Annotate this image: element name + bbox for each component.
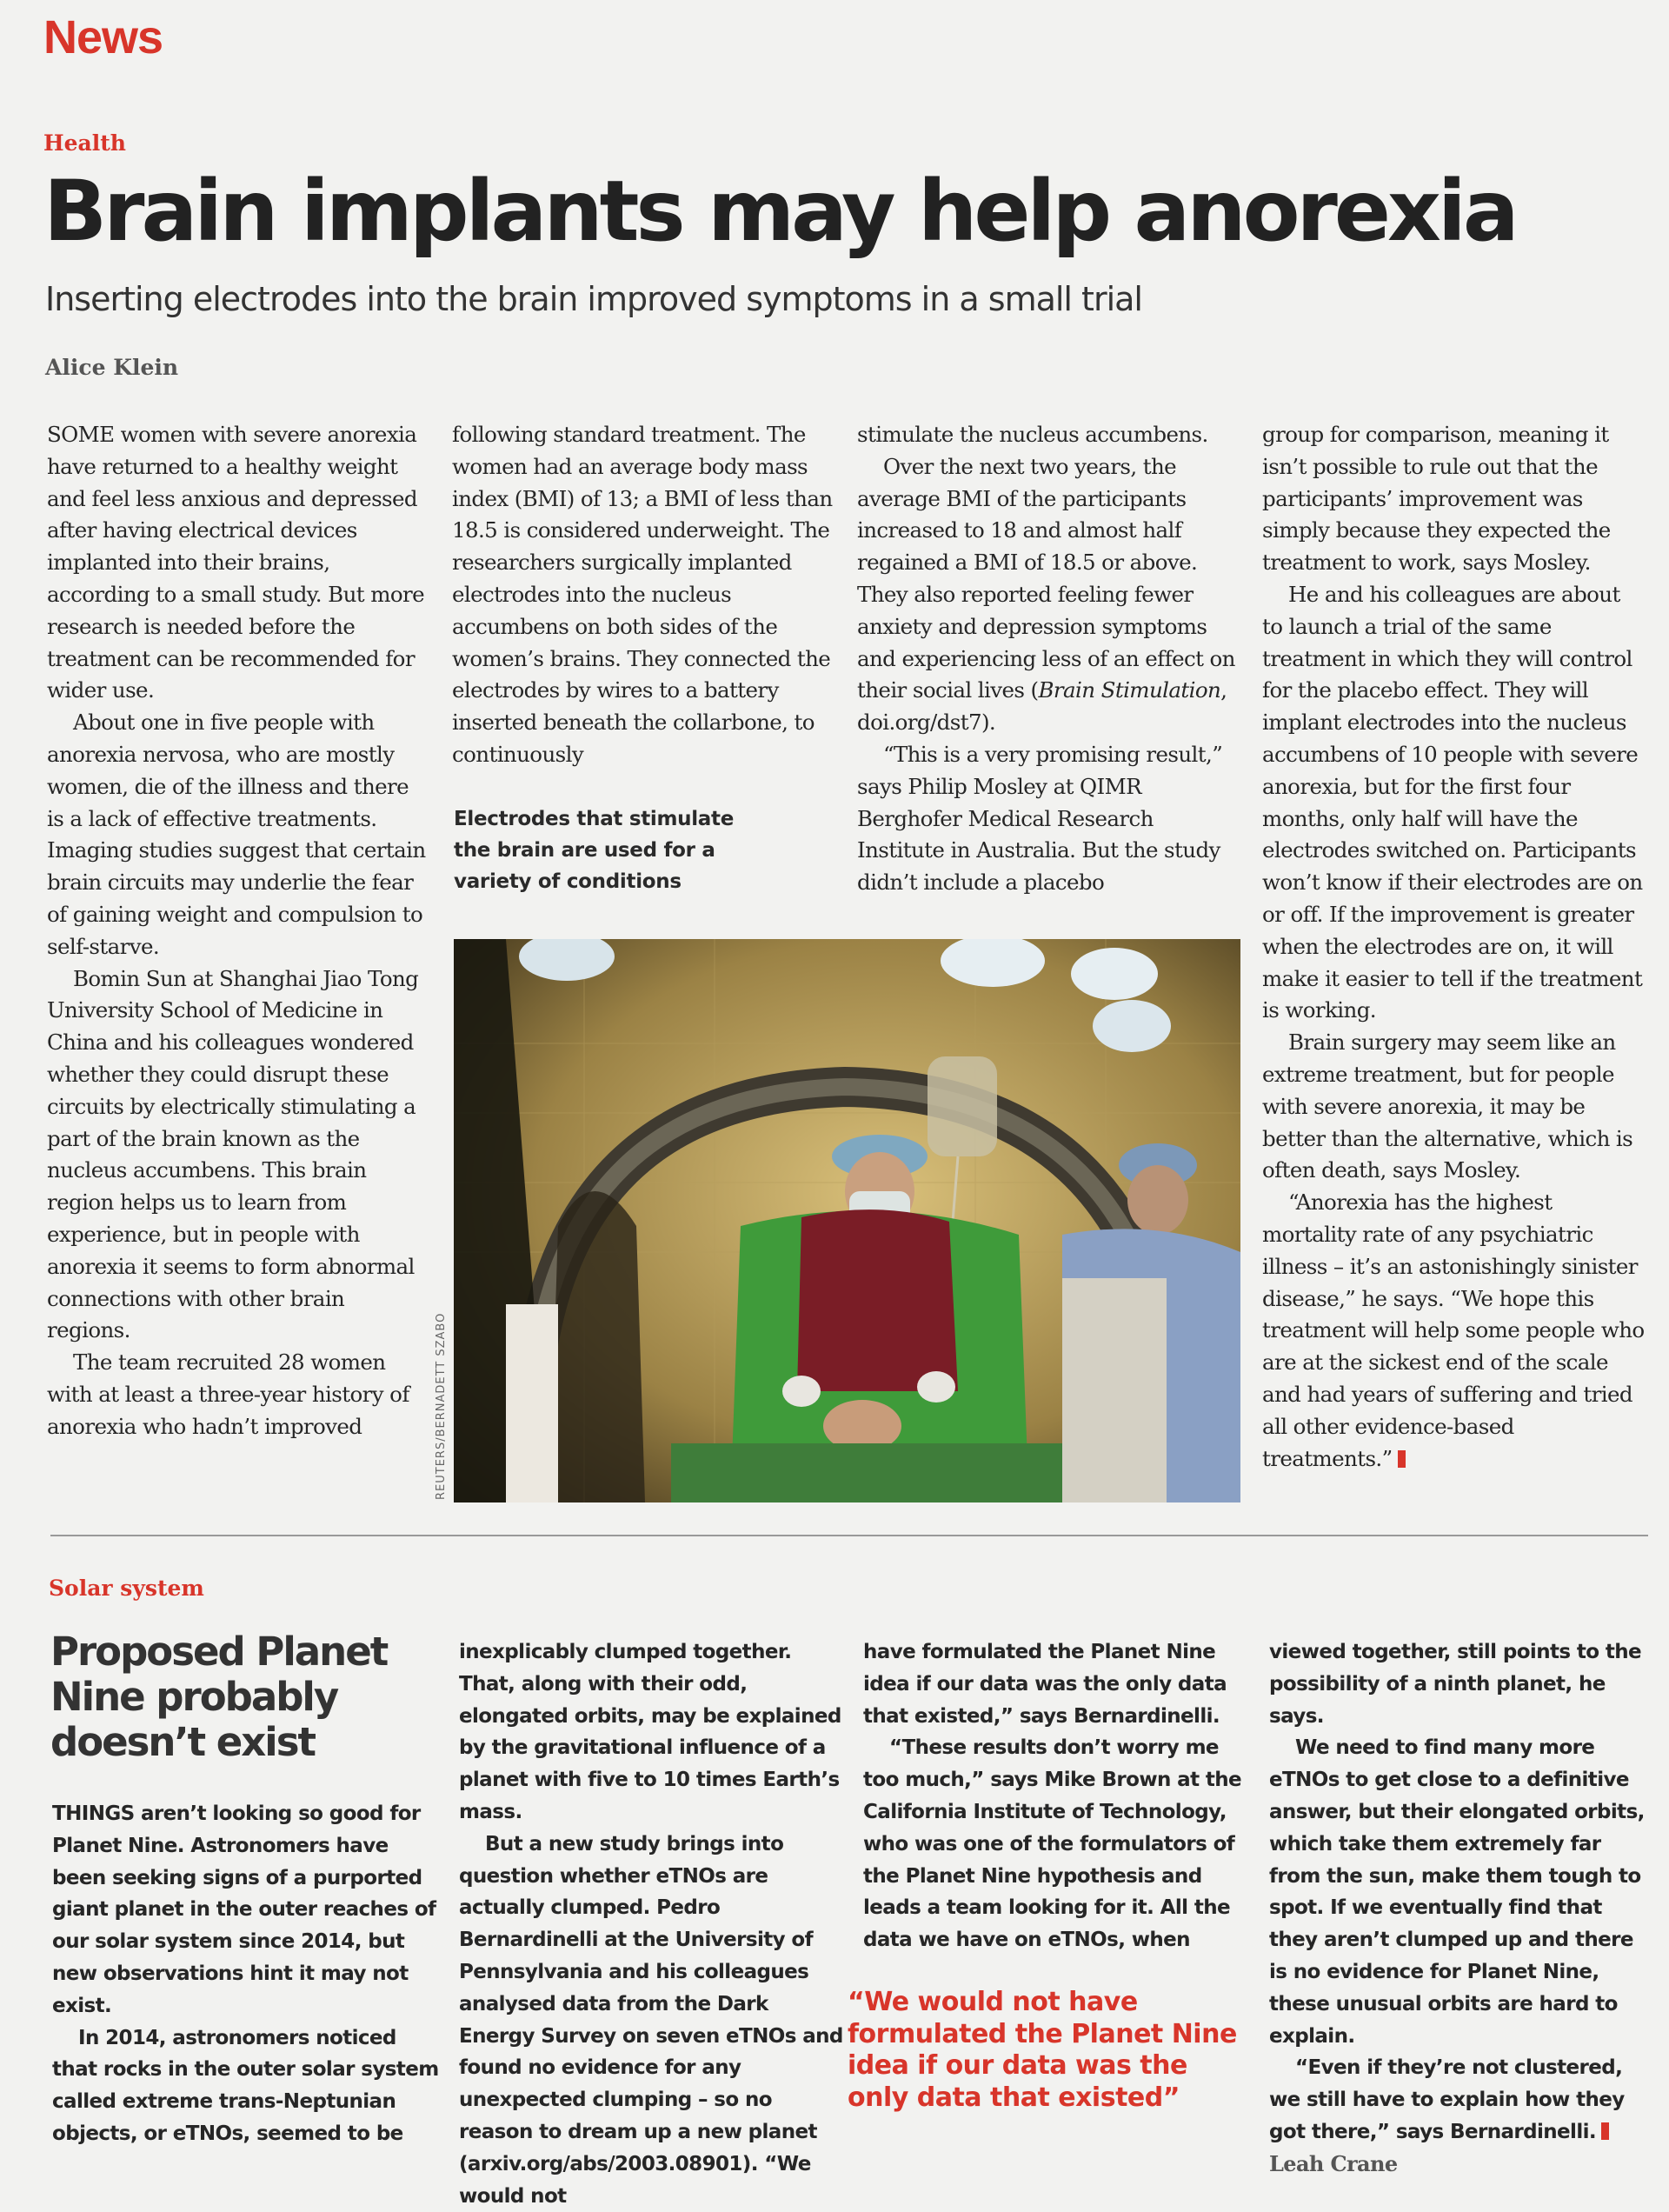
headline-2: Proposed Planet Nine probably doesn’t exist (50, 1629, 388, 1765)
paragraph: viewed together, still points to the possibility of a ninth planet, he says. (1269, 1641, 1642, 1728)
paragraph: “Anorexia has the highest mortality rate of any psychiatric illness – it’s an astonishingly sinister disease,” he says. “We hope this treatment will help some people who are at the sickest end of the scale and had years of suffering and tried all other evidence-based treatments.” (1262, 1189, 1645, 1471)
section-label-health: Health (43, 130, 126, 156)
article-column-1 (47, 419, 429, 1443)
paragraph: THINGS aren’t looking so good for Planet Nine. Astronomers have been seeking signs of a purported giant planet in the outer reaches of our solar system since 2014, but new observations hint it may not exist. (52, 1802, 436, 2017)
photo-caption: Electrodes that stimulate the brain are used for a variety of conditions (454, 808, 735, 893)
headline: Brain implants may help anorexia (43, 163, 1516, 260)
section-divider (50, 1535, 1648, 1536)
end-mark (1601, 2122, 1609, 2140)
paragraph: Brain surgery may seem like an extreme treatment, but for people with severe anorexia, it may be better than the alternative, which is often death, says Mosley. (1262, 1029, 1633, 1183)
journal-name: Brain Stimulation (1038, 677, 1221, 703)
standfirst: Inserting electrodes into the brain improved symptoms in a small trial (45, 280, 1142, 318)
paragraph: The team recruited 28 women with at least a three-year history of anorexia who hadn’t improved (47, 1349, 409, 1439)
paragraph: “Even if they’re not clustered, we still have to explain how they got there,” says Bernardinelli. (1269, 2056, 1625, 2143)
surgery-photo (454, 939, 1240, 1502)
paragraph: He and his colleagues are about to launch a trial of the same treatment in which they will control for the placebo effect. They will implant electrodes into the nucleus accumbens of 10 people with severe anorexia, but for the first four months, only half will have the electrodes switched on. Participants won’t know if their electrodes are on or off. If the improvement is greater when the electrodes are on, it will make it easier to tell if the treatment is working. (1262, 581, 1643, 1023)
paragraph: following standard treatment. The women had an average body mass index (BMI) of 13; a BMI of less than 18.5 is considered underweight. The researchers surgically implanted electrodes into the nucleus accumbens on both sides of the women’s brains. They connected the electrodes by wires to a battery inserted beneath the collarbone, to continuously (452, 422, 833, 767)
paragraph: We need to find many more eTNOs to get close to a definitive answer, but their elongated orbits, which take them extremely far from the sun, make them tough to spot. If we eventually find that they aren’t clumped up and there is no evidence for Planet Nine, these unusual orbits are hard to explain. (1269, 1736, 1645, 2048)
paragraph: Over the next two years, the average BMI of the participants increased to 18 and almost half regained a BMI of 18.5 or above. They also reported feeling fewer anxiety and depression symptoms and experiencing less of an effect on their social lives (Brain Stimulation, doi.org/dst7). (857, 453, 1235, 736)
paragraph: “These results don’t worry me too much,” says Mike Brown at the California Institute of Technology, who was one of the formulators of the Planet Nine hypothesis and leads a team looking for it. All the data we have on eTNOs, when (863, 1736, 1242, 1952)
paragraph: “This is a very promising result,” says Philip Mosley at QIMR Berghofer Medical Research Institute in Australia. But the study didn’t include a placebo (857, 741, 1223, 896)
end-mark (1398, 1450, 1406, 1468)
paragraph: stimulate the nucleus accumbens. (857, 422, 1208, 447)
paragraph: About one in five people with anorexia nervosa, who are mostly women, die of the illness and there is a lack of effective treatments. Imaging studies suggest that certain brain circuits may underlie the fear of gaining weight and compulsion to self-starve. (47, 710, 426, 959)
paragraph: group for comparison, meaning it isn’t possible to rule out that the participants’ improvement was simply because they expected the treatment to work, says Mosley. (1262, 422, 1611, 576)
article2-column-1 (52, 1798, 439, 2150)
paragraph: have formulated the Planet Nine idea if our data was the only data that existed,” says Bernardinelli. (863, 1641, 1227, 1728)
article2-column-3 (863, 1636, 1246, 1956)
byline: Alice Klein (45, 355, 179, 380)
article2-column-4 (1269, 1636, 1652, 2181)
photo-credit: REUTERS/BERNADETT SZABO (435, 1312, 448, 1500)
article-column-2 (452, 419, 839, 771)
pull-quote: “We would not have formulated the Planet Nine idea if our data was the only data that existed” (848, 1987, 1237, 2113)
masthead: News (43, 11, 163, 63)
paragraph: SOME women with severe anorexia have returned to a healthy weight and feel less anxious and depressed after having electrical devices implanted into their brains, according to a small study. But more research is needed before the treatment can be recommended for wider use. (47, 422, 424, 703)
article2-column-2 (459, 1636, 846, 2212)
paragraph: In 2014, astronomers noticed that rocks in the outer solar system called extreme trans-Neptunian objects, or eTNOs, seemed to be (52, 2026, 439, 2145)
section-label-solar-system: Solar system (49, 1576, 204, 1601)
article-column-4 (1262, 419, 1645, 1475)
byline-2: Leah Crane (1269, 2150, 1398, 2176)
paragraph: inexplicably clumped together. That, along with their odd, elongated orbits, may be explained by the gravitational influence of a planet with five to 10 times Earth’s mass. (459, 1641, 841, 1823)
article-column-3 (857, 419, 1240, 899)
paragraph: But a new study brings into question whether eTNOs are actually clumped. Pedro Bernardinelli at the University of Pennsylvania and his colleagues analysed data from the Dark Energy Survey on seven eTNOs and found no evidence for any unexpected clumping – so no reason to dream up a new planet (arxiv.org/abs/2003.08901). “We would not (459, 1832, 843, 2208)
operating-room-illustration (454, 939, 1240, 1502)
paragraph: Bomin Sun at Shanghai Jiao Tong University School of Medicine in China and his colleagues wondered whether they could disrupt these circuits by electrically stimulating a part of the brain known as the nucleus accumbens. This brain region helps us to learn from experience, but in people with anorexia it seems to form abnormal connections with other brain regions. (47, 965, 419, 1343)
